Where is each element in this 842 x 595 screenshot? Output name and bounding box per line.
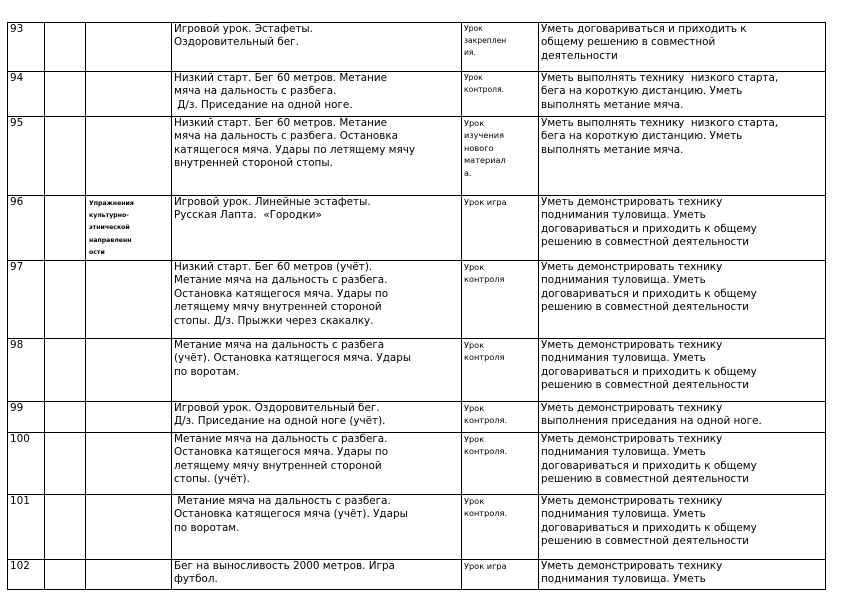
lesson-topic-cell [172, 433, 462, 495]
lesson-number-cell: 101 [8, 495, 45, 560]
lesson-type-cell [462, 196, 539, 261]
result-line: Уметь демонстрировать технику [541, 560, 723, 572]
topic-line: стопы. Д/з. Прыжки через скакалку. [174, 314, 374, 327]
lesson-topic-cell [172, 23, 462, 72]
type-line: Урок [464, 118, 485, 128]
table-row [8, 433, 826, 495]
topic-line: Русская Лапта. «Городки» [174, 209, 322, 222]
table-row [8, 495, 826, 560]
table-row [8, 339, 826, 402]
type-line: нового [464, 142, 494, 153]
topic-line: внутренней стороной стопы. [174, 157, 333, 170]
result-line: решению в совместной деятельности [541, 473, 750, 486]
type-line: Урок игра [464, 197, 507, 207]
type-line: материал [464, 155, 506, 166]
result-line: договариваться и приходить к общему [541, 222, 757, 235]
type-line: контроля. [464, 415, 508, 426]
topic-line: Бег на выносливость 2000 метров. Игра [174, 560, 395, 572]
lesson-topic-cell [172, 402, 462, 433]
lesson-type-cell [462, 402, 539, 433]
type-line: контроля. [464, 85, 504, 95]
section-cell [86, 433, 172, 495]
result-line: договариваться и приходить к общему [541, 521, 757, 534]
topic-line: Метание мяча на дальность с разбега [174, 339, 385, 351]
type-line: контроля [464, 352, 505, 363]
section-cell [86, 402, 172, 433]
topic-line: летящему мячу внутренней стороной [174, 301, 382, 314]
section-line: ости [89, 248, 105, 256]
expected-result-cell [539, 117, 826, 196]
topic-line: Оздоровительный бег. [174, 36, 299, 49]
lesson-type-cell [462, 117, 539, 196]
type-line: контроля. [464, 446, 508, 457]
topic-line: Д/з. Приседание на одной ноге. [174, 98, 353, 111]
lesson-topic-cell [172, 560, 462, 590]
topic-line: Низкий старт. Бег 60 метров. Метание [174, 117, 388, 129]
date-cell [45, 339, 86, 402]
result-line: Уметь выполнять технику низкого старта, [541, 72, 779, 84]
expected-result-cell [539, 339, 826, 402]
date-cell [45, 560, 86, 590]
expected-result-cell [539, 23, 826, 72]
lesson-topic-cell [172, 495, 462, 560]
table-row [8, 402, 826, 433]
lesson-topic-cell [172, 196, 462, 261]
topic-line: по воротам. [174, 365, 240, 378]
type-line: Урок [464, 73, 483, 82]
topic-line: Д/з. Приседание на одной ноге (учёт). [174, 415, 386, 428]
lesson-type-cell [462, 261, 539, 339]
topic-line: Остановка катящегося мяча (учёт). Удары [174, 508, 408, 521]
table-row [8, 196, 826, 261]
lesson-number-cell: 97 [8, 261, 45, 339]
topic-line: катящегося мяча. Удары по летящему мячу [174, 143, 416, 156]
section-cell [86, 196, 172, 261]
date-cell [45, 23, 86, 72]
topic-line: Остановка катящегося мяча. Удары по [174, 287, 389, 300]
type-line: Урок [464, 262, 485, 272]
result-line: Уметь демонстрировать технику [541, 196, 723, 208]
topic-line: футбол. [174, 573, 218, 586]
table-row [8, 560, 826, 590]
result-line: Уметь демонстрировать технику [541, 339, 723, 351]
date-cell [45, 117, 86, 196]
topic-line: Игровой урок. Линейные эстафеты. [174, 196, 371, 208]
lesson-type-cell [462, 23, 539, 72]
table-row [8, 72, 826, 117]
date-cell [45, 261, 86, 339]
type-line: Урок [464, 434, 485, 444]
topic-line: Низкий старт. Бег 60 метров. Метание [174, 72, 388, 84]
expected-result-cell [539, 433, 826, 495]
result-line: поднимания туловища. Уметь [541, 573, 706, 586]
topic-line: летящему мячу внутренней стороной [174, 459, 382, 472]
type-line: ия. [464, 48, 476, 58]
lesson-number-cell: 99 [8, 402, 45, 433]
lesson-type-cell [462, 560, 539, 590]
result-line: Уметь демонстрировать технику [541, 261, 723, 273]
lesson-type-cell [462, 495, 539, 560]
expected-result-cell [539, 72, 826, 117]
result-line: поднимания туловища. Уметь [541, 209, 706, 222]
section-cell [86, 495, 172, 560]
expected-result-cell [539, 261, 826, 339]
result-line: выполнения приседания на одной ноге. [541, 415, 762, 428]
topic-line: Остановка катящегося мяча. Удары по [174, 446, 389, 459]
topic-line: Метание мяча на дальность с разбега. [174, 274, 388, 287]
table-row [8, 117, 826, 196]
topic-line: Игровой урок. Оздоровительный бег. [174, 402, 380, 414]
result-line: Уметь демонстрировать технику [541, 402, 723, 414]
result-line: поднимания туловища. Уметь [541, 508, 706, 521]
section-cell [86, 72, 172, 117]
topic-line: Низкий старт. Бег 60 метров (учёт). [174, 261, 373, 273]
section-cell [86, 117, 172, 196]
result-line: деятельности [541, 49, 618, 62]
type-line: контроля. [464, 508, 508, 519]
expected-result-cell [539, 196, 826, 261]
topic-line: мяча на дальность с разбега. [174, 85, 337, 98]
lesson-number-cell: 96 [8, 196, 45, 261]
type-line: Урок [464, 24, 483, 33]
section-line: Упражнения [89, 200, 134, 207]
type-line: контроля [464, 274, 505, 285]
section-line: культурно- [89, 212, 129, 220]
lesson-plan-body [8, 23, 826, 590]
date-cell [45, 402, 86, 433]
date-cell [45, 495, 86, 560]
result-line: решению в совместной деятельности [541, 535, 750, 548]
section-cell [86, 339, 172, 402]
result-line: Уметь договариваться и приходить к [541, 23, 747, 35]
lesson-number-cell: 95 [8, 117, 45, 196]
table-row [8, 23, 826, 72]
result-line: договариваться и приходить к общему [541, 287, 757, 300]
result-line: решению в совместной деятельности [541, 236, 750, 249]
expected-result-cell [539, 560, 826, 590]
lesson-type-cell [462, 72, 539, 117]
result-line: Уметь выполнять технику низкого старта, [541, 117, 779, 129]
type-line: а. [464, 167, 472, 178]
result-line: бега на короткую дистанцию. Уметь [541, 85, 743, 98]
topic-line: стопы. (учёт). [174, 473, 250, 486]
result-line: выполнять метание мяча. [541, 143, 684, 156]
result-line: Уметь демонстрировать технику [541, 433, 723, 445]
date-cell [45, 433, 86, 495]
lesson-topic-cell [172, 72, 462, 117]
lesson-number-cell: 102 [8, 560, 45, 590]
date-cell [45, 196, 86, 261]
lesson-topic-cell [172, 339, 462, 402]
result-line: бега на короткую дистанцию. Уметь [541, 130, 743, 143]
topic-line: Метание мяча на дальность с разбега. [174, 433, 388, 445]
result-line: общему решению в совместной [541, 36, 716, 49]
section-cell [86, 560, 172, 590]
lesson-topic-cell [172, 117, 462, 196]
section-cell [86, 261, 172, 339]
topic-line: Метание мяча на дальность с разбега. [174, 495, 391, 507]
result-line: договариваться и приходить к общему [541, 459, 757, 472]
result-line: поднимания туловища. Уметь [541, 274, 706, 287]
date-cell [45, 72, 86, 117]
expected-result-cell [539, 402, 826, 433]
section-line: этнической [89, 224, 130, 232]
lesson-plan-table [7, 22, 826, 590]
topic-line: (учёт). Остановка катящегося мяча. Удары [174, 352, 412, 365]
topic-line: Игровой урок. Эстафеты. [174, 23, 313, 35]
lesson-type-cell [462, 339, 539, 402]
lesson-number-cell: 93 [8, 23, 45, 72]
result-line: выполнять метание мяча. [541, 98, 684, 111]
type-line: изучения [464, 130, 504, 141]
topic-line: по воротам. [174, 521, 240, 534]
lesson-number-cell: 94 [8, 72, 45, 117]
result-line: договариваться и приходить к общему [541, 365, 757, 378]
type-line: Урок [464, 496, 485, 506]
topic-line: мяча на дальность с разбега. Остановка [174, 130, 398, 143]
type-line: закреплен [464, 36, 507, 46]
table-row [8, 261, 826, 339]
result-line: решению в совместной деятельности [541, 379, 750, 392]
result-line: Уметь демонстрировать технику [541, 495, 723, 507]
result-line: поднимания туловища. Уметь [541, 352, 706, 365]
expected-result-cell [539, 495, 826, 560]
lesson-number-cell: 98 [8, 339, 45, 402]
lesson-type-cell [462, 433, 539, 495]
section-line: направленн [89, 236, 132, 244]
section-cell [86, 23, 172, 72]
result-line: поднимания туловища. Уметь [541, 446, 706, 459]
lesson-topic-cell [172, 261, 462, 339]
lesson-number-cell: 100 [8, 433, 45, 495]
type-line: Урок [464, 340, 485, 350]
type-line: Урок игра [464, 561, 507, 571]
type-line: Урок [464, 403, 485, 413]
result-line: решению в совместной деятельности [541, 301, 750, 314]
